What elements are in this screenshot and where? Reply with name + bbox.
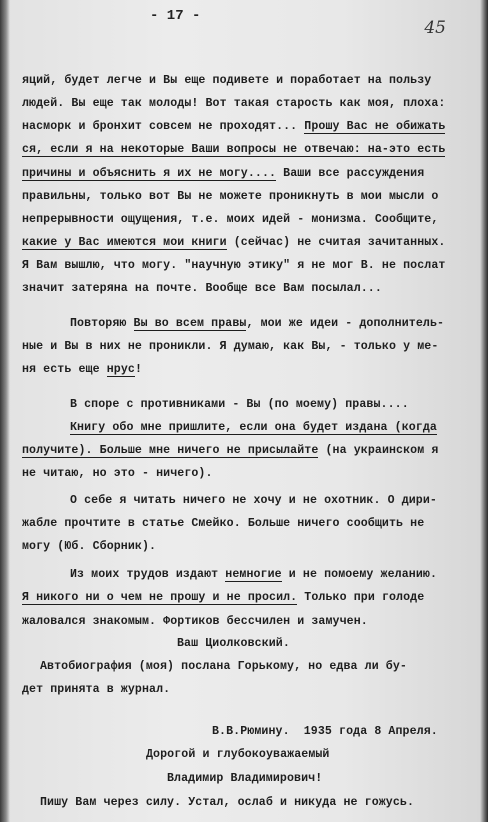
text-line	[22, 188, 438, 205]
underlined-text: какие у Вас имеются мои книги	[22, 236, 227, 249]
text-segment: !	[134, 363, 142, 376]
text-line	[22, 465, 213, 482]
underlined-text: нрус	[106, 363, 135, 376]
text-segment: ня есть еще	[22, 363, 107, 376]
text-segment: Из моих трудов издают	[70, 568, 226, 581]
text-segment: , мои же идеи - дополнитель-	[246, 317, 445, 330]
text-line	[22, 419, 437, 436]
text-segment: жаловался знакомым. Фортиков бессчилен и замучен.	[22, 615, 368, 628]
text-segment: ные и Вы в них не проникли. Я думаю, как Вы, - только у ме-	[22, 340, 439, 353]
underlined-text: получите). Больше мне ничего не присылайте	[22, 444, 319, 457]
text-line	[22, 315, 444, 332]
underlined-text: Я никого ни о чем не прошу и не просил.	[22, 591, 298, 604]
underlined-text: Вы во всем правы	[133, 317, 247, 330]
text-line	[22, 280, 382, 297]
text-segment: В.В.Рюмину. 1935 года 8 Апреля.	[212, 725, 438, 738]
text-segment: (на украинском я	[318, 444, 439, 457]
text-segment: не читаю, но это - ничего).	[22, 467, 213, 480]
text-segment: Ваш Циолковский.	[177, 637, 290, 650]
text-line	[22, 566, 437, 583]
text-line	[22, 257, 445, 274]
text-line	[22, 442, 438, 459]
text-segment: насморк и бронхит совсем не проходят...	[22, 120, 305, 133]
text-segment: непрерывности ощущения, т.е. моих идей - монизма. Сообщите,	[22, 213, 439, 226]
text-line	[22, 396, 409, 413]
text-line	[22, 211, 438, 228]
text-line	[22, 515, 424, 532]
underlined-text: причины и объяснить я их не могу....	[22, 167, 277, 180]
text-segment: Владимир Владимирович!	[167, 772, 323, 785]
archive-number-handwritten: 45	[424, 18, 446, 38]
text-line	[22, 681, 170, 698]
underlined-text: ся, если я на некоторые Ваши вопросы не отвечаю: на-это есть	[22, 143, 446, 156]
text-line	[22, 165, 424, 182]
text-segment: и не помоему желанию.	[281, 568, 437, 581]
text-line	[22, 770, 322, 787]
text-segment: Ваши все рассуждения	[276, 167, 425, 180]
text-line	[22, 95, 445, 112]
text-segment: дет принята в журнал.	[22, 683, 171, 696]
text-segment: Повторяю	[70, 317, 134, 330]
text-line	[22, 538, 156, 555]
text-segment: яций, будет легче и Вы еще подивете и поработает на пользу	[22, 74, 432, 87]
text-segment: О себе я читать ничего не хочу и не охотник. О дири-	[70, 494, 437, 507]
text-segment: Дорогой и глубокоуважаемый	[146, 748, 330, 761]
text-segment: жабле прочтите в статье Смейко. Больше ничего сообщить не	[22, 517, 425, 530]
text-segment: правильны, только вот Вы не можете проникнуть в мои мысли о	[22, 190, 439, 203]
text-line	[22, 141, 445, 158]
text-segment: могу (Юб. Сборник).	[22, 540, 157, 553]
text-segment: Автобиография (моя) послана Горькому, но едва ли бу-	[40, 660, 407, 673]
text-segment: значит затеряна на почте. Вообще все Вам посылал...	[22, 282, 382, 295]
text-line	[22, 338, 438, 355]
text-line	[22, 635, 290, 652]
text-segment: Я Вам вышлю, что могу. "научную этику" я не мог В. не послат	[22, 259, 446, 272]
text-line	[22, 72, 431, 89]
underlined-text: Книгу обо мне пришлите, если она будет издана (когда	[70, 421, 437, 434]
text-segment: людей. Вы еще так молоды! Вот такая старость как моя, плоха:	[22, 97, 446, 110]
text-segment: В споре с противниками - Вы (по моему) правы....	[70, 398, 409, 411]
text-line	[22, 589, 424, 606]
text-line	[22, 746, 330, 763]
underlined-text: немногие	[225, 568, 282, 581]
text-line	[22, 613, 368, 630]
text-segment: (сейчас) не считая зачитанных.	[226, 236, 446, 249]
text-line	[22, 723, 438, 740]
page-number: - 17 -	[150, 8, 201, 24]
text-line	[22, 118, 445, 135]
text-segment: Пишу Вам через силу. Устал, ослаб и никуда не гожусь.	[40, 796, 415, 809]
text-line	[22, 361, 142, 378]
text-line	[22, 658, 407, 675]
text-line	[22, 794, 414, 811]
text-line	[22, 234, 445, 251]
scan-edge-left	[0, 0, 10, 822]
scan-edge-right	[480, 0, 488, 822]
text-segment: Только при голоде	[297, 591, 425, 604]
underlined-text: Прошу Вас не обижать	[304, 120, 446, 133]
text-line	[22, 492, 437, 509]
